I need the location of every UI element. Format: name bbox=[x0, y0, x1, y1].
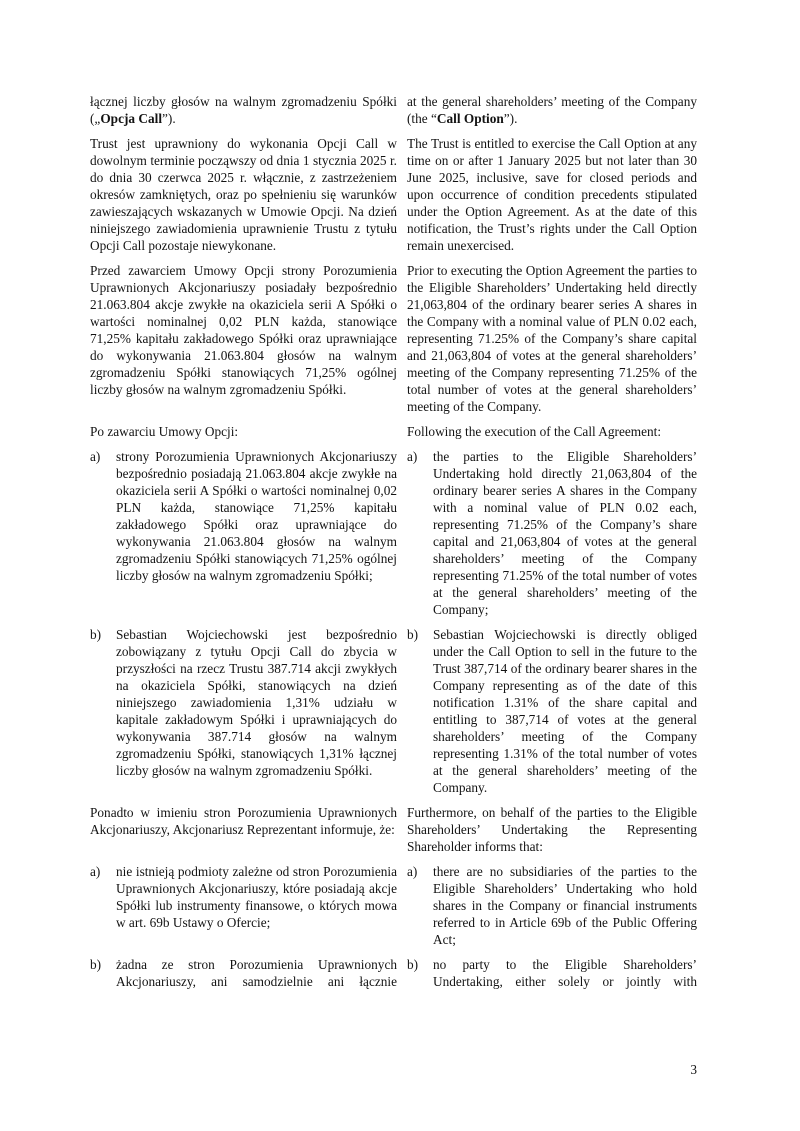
list-body-en: the parties to the Eligible Shareholders’ Undertaking hold directly 21,063,804 of the ordinary bearer series A shares in the Company with a nominal value of PLN 0.02 each, representing 71.25% of the Company’s share capital and 21,063,804 of votes at the general shareholders’ meeting of the Company representing 71.25% of the total number of votes at the general shareholders’ meeting of the Company; bbox=[433, 449, 697, 617]
list-item-row bbox=[90, 448, 697, 618]
list-marker: a) bbox=[90, 864, 101, 879]
text-run: ”). bbox=[162, 111, 176, 126]
column-polish bbox=[90, 93, 397, 127]
column-polish bbox=[90, 262, 397, 415]
paragraph-pl: Przed zawarciem Umowy Opcji strony Porozumienia Uprawnionych Akcjonariuszy posiadały bezpośrednio 21.063.804 akcje zwykłe na okaziciela serii A Spółki o wartości nominalnej 0,02 PLN każda, stanowiące 71,25% kapitału zakładowego Spółki oraz uprawniające do wykonywania 21.063.804 głosów na walnym zgromadzeniu Spółki stanowiących 71,25% ogólnej liczby głosów na walnym zgromadzeniu Spółki. bbox=[90, 263, 397, 397]
column-polish bbox=[90, 804, 397, 855]
bilingual-content bbox=[90, 93, 697, 998]
column-english bbox=[407, 804, 697, 855]
column-polish bbox=[90, 423, 397, 440]
list-body-en: no party to the Eligible Shareholders’ Undertaking, either solely or jointly with bbox=[433, 957, 697, 989]
paragraph-en: Prior to executing the Option Agreement the parties to the Eligible Shareholders’ Undertaking held directly 21,063,804 of the ordinary bearer series A shares in the Company with a nominal value of PLN 0.02 each, representing 71.25% of the Company’s share capital and 21,063,804 of votes at the general shareholders’ meeting of the Company representing 71.25% of the total number of votes at the general shareholders’ meeting of the Company. bbox=[407, 263, 697, 414]
list-item-row bbox=[90, 956, 697, 990]
list-item bbox=[90, 448, 397, 584]
paragraph-en: The Trust is entitled to exercise the Call Option at any time on or after 1 January 2025 but not later than 30 June 2025, inclusive, save for closed periods and upon occurrence of condition precedents stipulated under the Option Agreement. As at the date of this notification, the Trust’s rights under the Call Option remain unexercised. bbox=[407, 136, 697, 253]
list-item bbox=[407, 956, 697, 990]
paragraph-row bbox=[90, 93, 697, 127]
column-english bbox=[407, 262, 697, 415]
list-item bbox=[90, 956, 397, 990]
column-polish bbox=[90, 135, 397, 254]
column-english bbox=[407, 423, 697, 440]
list-marker: b) bbox=[407, 627, 419, 642]
column-polish bbox=[90, 626, 397, 796]
list-body-en: Sebastian Wojciechowski is directly obliged under the Call Option to sell in the future to the Trust 387,714 of the ordinary bearer shares in the Company representing as of the date of this notification 1.31% of the share capital and entitling to 387,714 of votes at the general shareholders’ meeting of the Company representing 1.31% of the total number of votes at the general shareholders’ meeting of the Company. bbox=[433, 627, 697, 795]
column-english bbox=[407, 448, 697, 618]
paragraph-row bbox=[90, 135, 697, 254]
paragraph-row bbox=[90, 262, 697, 415]
paragraph-en: Furthermore, on behalf of the parties to the Eligible Shareholders’ Undertaking the Representing Shareholder informs that: bbox=[407, 805, 697, 854]
list-item bbox=[407, 626, 697, 796]
paragraph-row bbox=[90, 423, 697, 440]
list-body-pl: strony Porozumienia Uprawnionych Akcjonariuszy bezpośrednio posiadają 21.063.804 akcje zwykłe na okaziciela serii A Spółki o wartości nominalnej 0,02 PLN każda, stanowiące 71,25% kapitału zakładowego Spółki oraz uprawniające do wykonywania 21.063.804 głosów na walnym zgromadzeniu Spółki stanowiących 71,25% ogólnej liczby głosów na walnym zgromadzeniu Spółki; bbox=[116, 449, 397, 583]
list-body-pl: nie istnieją podmioty zależne od stron Porozumienia Uprawnionych Akcjonariuszy, które posiadają akcje Spółki lub instrumenty finansowe, o których mowa w art. 69b Ustawy o Ofercie; bbox=[116, 864, 397, 930]
column-english bbox=[407, 863, 697, 948]
paragraph-pl bbox=[90, 93, 397, 127]
list-marker: a) bbox=[90, 449, 101, 464]
list-marker: b) bbox=[90, 627, 102, 642]
column-english bbox=[407, 93, 697, 127]
paragraph-en: Following the execution of the Call Agreement: bbox=[407, 424, 662, 439]
page-number: 3 bbox=[690, 1062, 697, 1077]
text-run: łącznej liczby głosów na walnym zgromadzeniu Spółki („ bbox=[90, 94, 397, 126]
paragraph-row bbox=[90, 804, 697, 855]
list-marker: b) bbox=[90, 957, 102, 972]
list-marker: b) bbox=[407, 957, 419, 972]
list-marker: a) bbox=[407, 864, 418, 879]
paragraph-pl: Po zawarciu Umowy Opcji: bbox=[90, 424, 239, 439]
defined-term-bold: Call Option bbox=[436, 111, 504, 126]
list-body-pl: Sebastian Wojciechowski jest bezpośrednio zobowiązany z tytułu Opcji Call do zbycia w przyszłości na rzecz Trustu 387.714 akcji zwykłych na okaziciela Spółki, stanowiących na dzień niniejszego zawiadomienia 1,31% udziału w kapitale zakładowym Spółki i uprawniających do wykonywania 387.714 głosów na walnym zgromadzeniu Spółki, stanowiących 1,31% łącznej liczby głosów na walnym zgromadzeniu Spółki. bbox=[116, 627, 397, 778]
paragraph-pl: Ponadto w imieniu stron Porozumienia Uprawnionych Akcjonariuszy, Akcjonariusz Reprezentant informuje, że: bbox=[90, 805, 397, 837]
paragraph-pl: Trust jest uprawniony do wykonania Opcji Call w dowolnym terminie począwszy od dnia 1 stycznia 2025 r. do dnia 30 czerwca 2025 r. włącznie, z zastrzeżeniem okresów zamkniętych, oraz po spełnieniu się warunków zawieszających wskazanych w Umowie Opcji. Na dzień niniejszego zawiadomienia uprawnienie Trustu z tytułu Opcji Call pozostaje niewykonane. bbox=[90, 136, 397, 253]
paragraph-en bbox=[407, 93, 697, 127]
text-run: ”). bbox=[503, 111, 518, 126]
list-marker: a) bbox=[407, 449, 418, 464]
column-english bbox=[407, 135, 697, 254]
list-item-row bbox=[90, 626, 697, 796]
column-polish bbox=[90, 956, 397, 990]
column-polish bbox=[90, 448, 397, 618]
list-item bbox=[407, 863, 697, 948]
defined-term-bold: Opcja Call bbox=[100, 111, 163, 126]
list-item bbox=[407, 448, 697, 618]
list-item bbox=[90, 863, 397, 931]
list-body-pl: żadna ze stron Porozumienia Uprawnionych Akcjonariuszy, ani samodzielnie ani łącznie bbox=[116, 957, 397, 989]
list-item-row bbox=[90, 863, 697, 948]
list-body-en: there are no subsidiaries of the parties to the Eligible Shareholders’ Undertaking who hold shares in the Company or financial instruments referred to in Article 69b of the Public Offering Act; bbox=[433, 864, 697, 947]
column-polish bbox=[90, 863, 397, 948]
column-english bbox=[407, 626, 697, 796]
list-item bbox=[90, 626, 397, 779]
column-english bbox=[407, 956, 697, 990]
text-run: at the general shareholders’ meeting of the Company (the “ bbox=[407, 94, 697, 126]
